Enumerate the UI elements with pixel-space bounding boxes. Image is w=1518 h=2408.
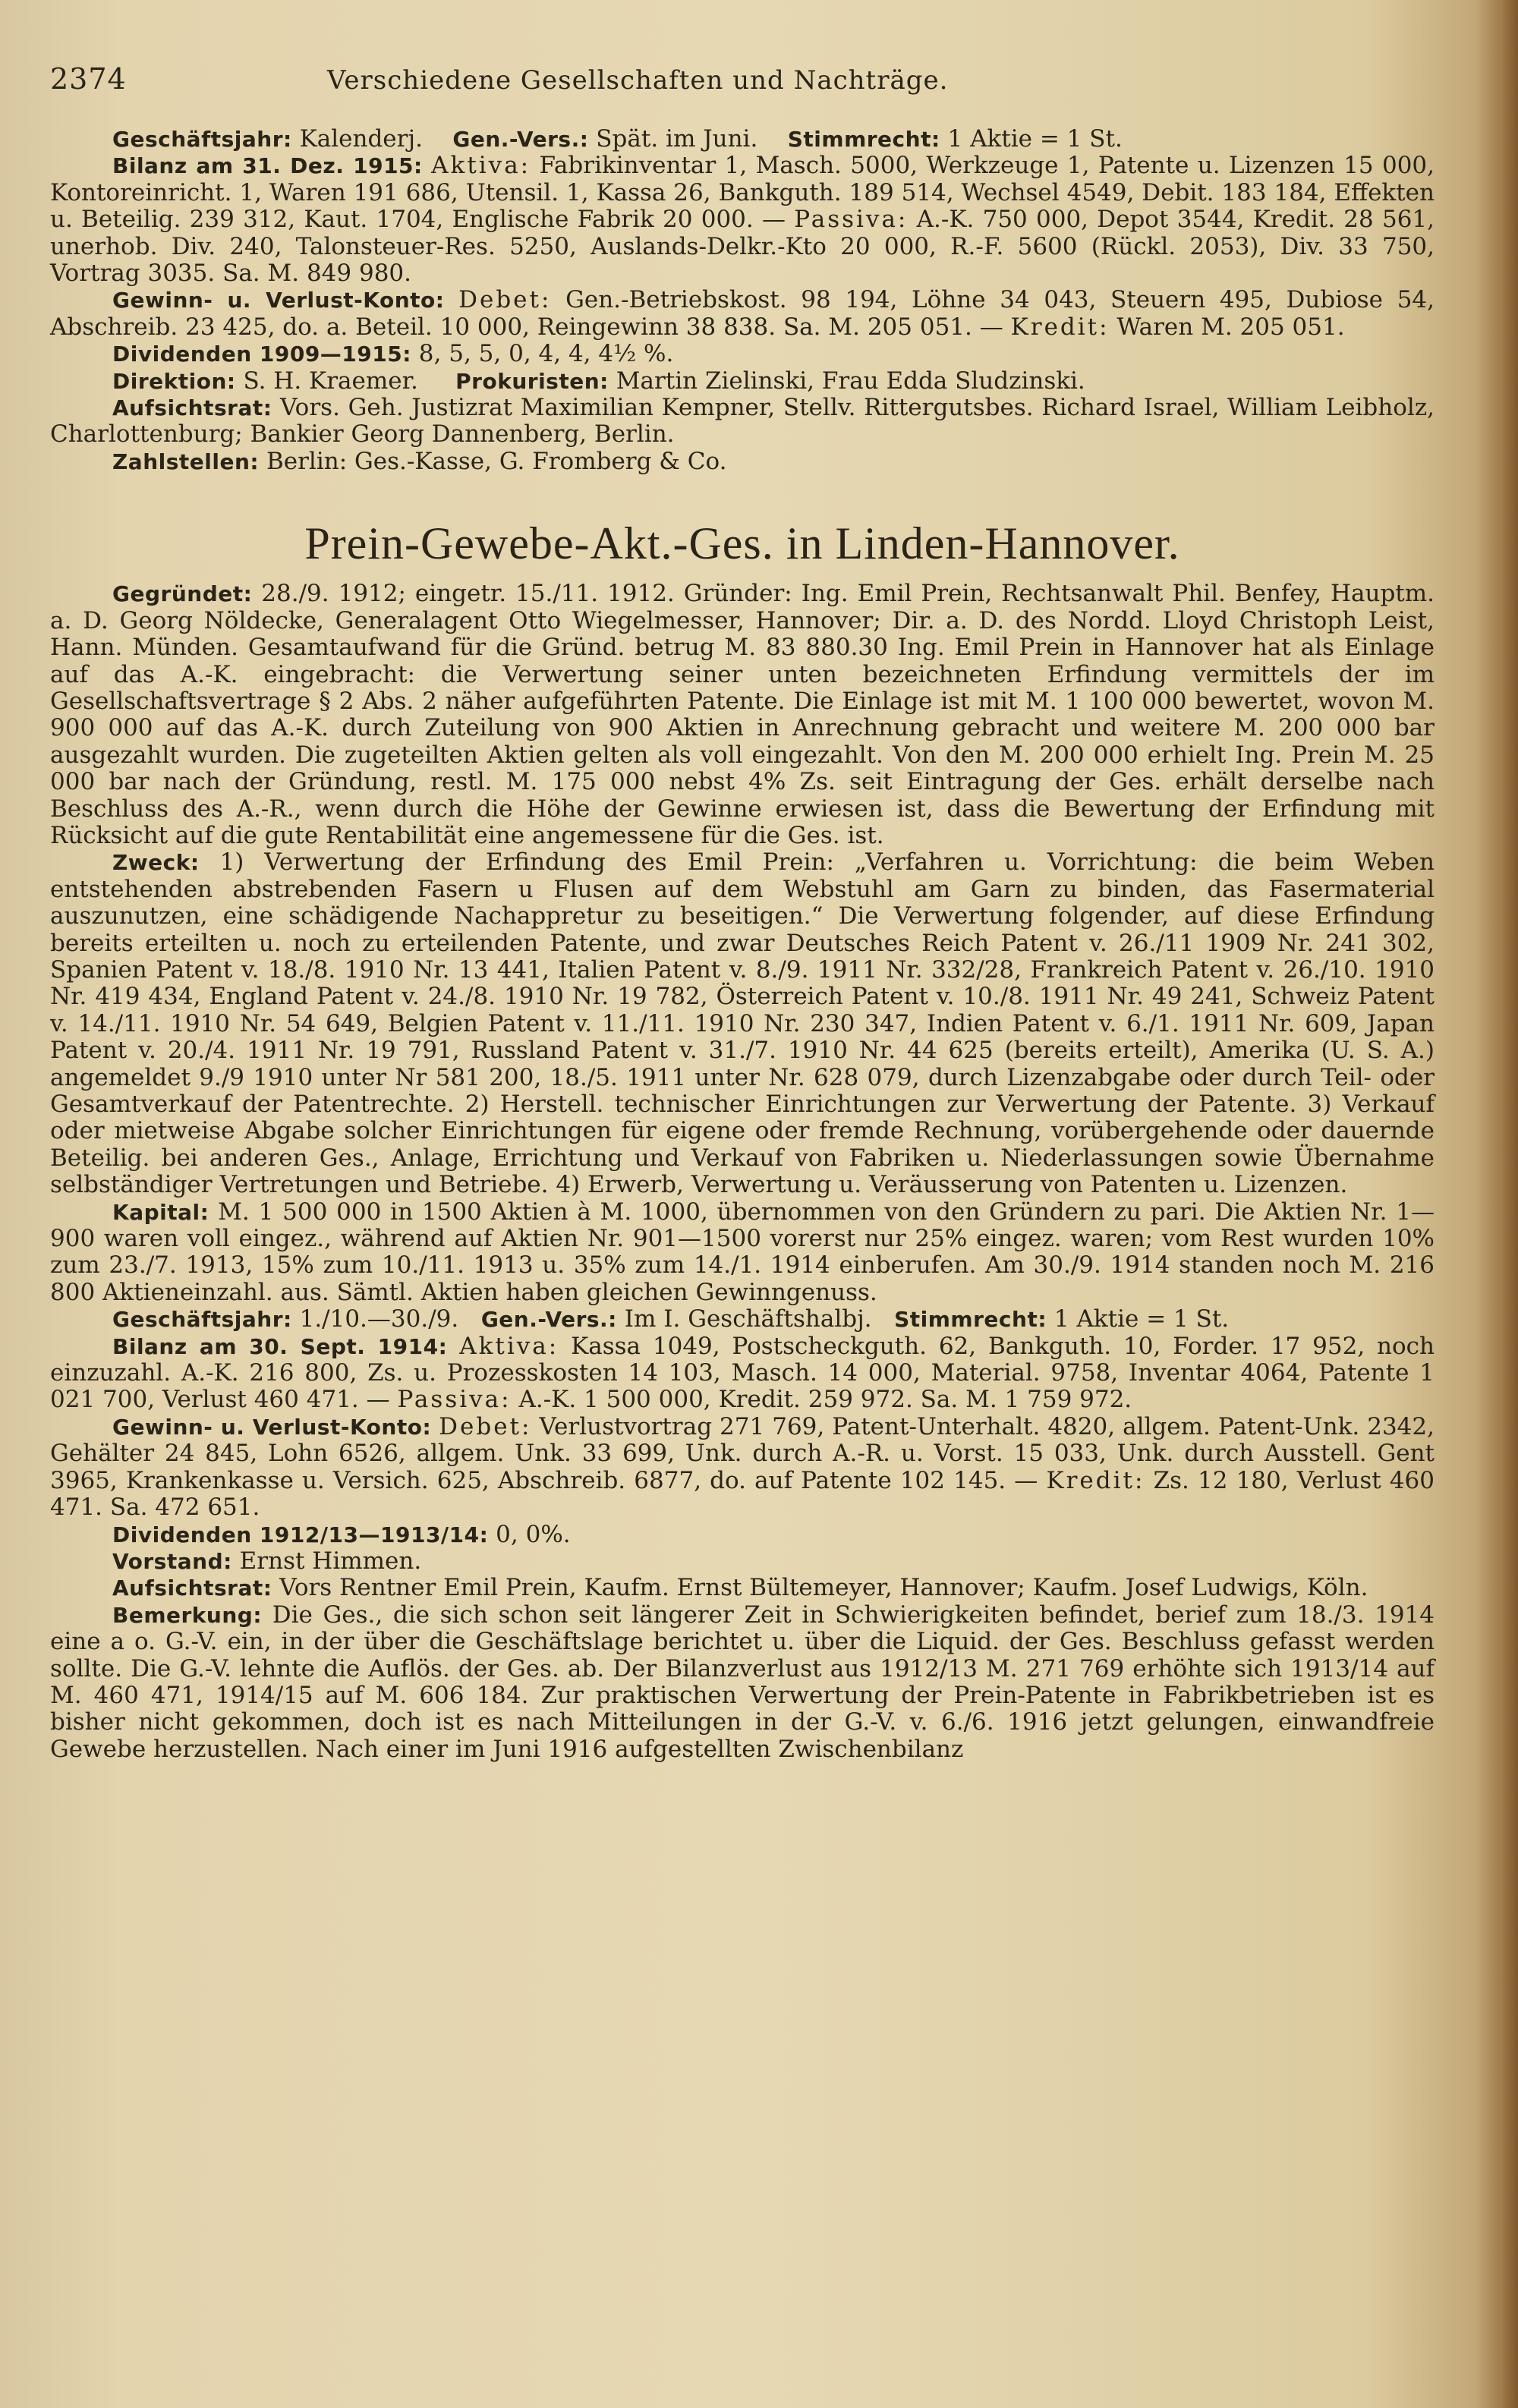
value: Fabrikinventar 1, Masch. 5000, Werkzeuge 1, Patente u. Lizenzen 15 000, Kontoreinricht. 1, Waren 191 686, Utensil. 1, Kassa 26, Bankguth. 189 514, Wechsel 4549, Debit. 183 184, Effekten u. Beteilig. 239 312, Kaut. 1704, Englische Fabrik 20 000. —: [50, 152, 1435, 234]
gegruendet: [50, 581, 1435, 849]
vorstand: [50, 1548, 1435, 1575]
label: Bemerkung:: [112, 1602, 263, 1628]
geschaeftsjahr-line: [50, 1306, 1435, 1333]
label: Debet:: [439, 1412, 532, 1440]
label: Aktiva:: [459, 1332, 559, 1360]
value: Zs. 12 180, Verlust 460 471. Sa. 472 651.: [50, 1466, 1435, 1522]
label: Gen.-Vers.:: [480, 1307, 617, 1333]
gewinn-verlust: [50, 1414, 1435, 1522]
value: 0, 0%.: [496, 1520, 571, 1548]
dividenden: [50, 1522, 1435, 1548]
label: Passiva:: [794, 206, 909, 234]
prev-gewinn-verlust: [50, 287, 1435, 341]
label: Stimmrecht:: [787, 127, 940, 152]
zweck: [50, 849, 1435, 1198]
company-entry: [50, 581, 1435, 1763]
aufsichtsrat: [50, 1575, 1435, 1601]
value: Waren M. 205 051.: [1116, 313, 1345, 341]
label: Kredit:: [1046, 1466, 1145, 1494]
value: Martin Zielinski, Frau Edda Sludzinski.: [616, 367, 1085, 395]
label: Gegründet:: [112, 581, 253, 607]
value: M. 1 500 000 in 1500 Aktien à M. 1000, übernommen von den Gründern zu pari. Die Aktien Nr. 1—900 waren voll eingez., während auf Aktien Nr. 901—1500 vorerst nur 25% eingez. waren; vom Rest wurden 10% zum 23./7. 1913, 15% zum 10./11. 1913 u. 35% zum 14./1. 1914 einberufen. Am 30./9. 1914 standen noch M. 216 800 Aktieneinzahl. aus. Sämtl. Aktien haben gleichen Gewinngenuss.: [50, 1198, 1435, 1306]
label: Prokuristen:: [455, 368, 609, 394]
label: Bilanz am 31. Dez. 1915:: [112, 153, 423, 179]
value: Kalenderj.: [299, 125, 423, 153]
value: 1./10.—30./9.: [299, 1305, 459, 1333]
value: 1 Aktie = 1 St.: [1053, 1305, 1230, 1333]
label: Aufsichtsrat:: [112, 1575, 272, 1601]
prev-direktion: [50, 368, 1435, 395]
value: Kassa 1049, Postscheckguth. 62, Bankguth. 10, Forder. 17 952, noch einzuzahl. A.-K. 216 800, Zs. u. Prozesskosten 14 103, Masch. 14 000, Material. 9758, Inventar 4064, Patente 1 021 700, Verlust 460 471. —: [50, 1332, 1435, 1414]
value: A.-K. 750 000, Depot 3544, Kredit. 28 561, unerhob. Div. 240, Talonsteuer-Res. 5250, Auslands-Delkr.-Kto 20 000, R.-F. 5600 (Rückl. 2053), Div. 33 750, Vortrag 3035. Sa. M. 849 980.: [50, 206, 1435, 288]
value: Die Ges., die sich schon seit längerer Zeit in Schwierigkeiten befindet, berief zum 18./3. 1914 eine a o. G.-V. ein, in der über die Geschäftslage berichtet u. über die Liquid. der Ges. Beschluss gefasst werden sollte. Die G.-V. lehnte die Auflös. der Ges. ab. Der Bilanzverlust aus 1912/13 M. 271 769 erhöhte sich 1913/14 auf M. 460 471, 1914/15 auf M. 606 184. Zur praktischen Verwertung der Prein-Patente in Fabrikbetrieben ist es bisher nicht gekommen, doch ist es nach Mitteilungen in der G.-V. v. 6./6. 1916 jetzt gelungen, einwandfreie Gewebe herzustellen. Nach einer im Juni 1916 aufgestellten Zwischenbilanz: [50, 1601, 1435, 1763]
value: Gen.-Betriebskost. 98 194, Löhne 34 043, Steuern 495, Dubiose 54, Abschreib. 23 425, do. a. Beteil. 10 000, Reingewinn 38 838. Sa. M. 205 051. —: [50, 286, 1435, 341]
label: Dividenden 1912/13—1913/14:: [112, 1522, 489, 1547]
prev-geschaeftsjahr-line: [50, 126, 1435, 153]
label: Geschäftsjahr:: [112, 127, 292, 152]
prev-zahlstellen: [50, 449, 1435, 475]
label: Dividenden 1909—1915:: [112, 342, 411, 367]
prev-dividenden: [50, 341, 1435, 367]
page-number: 2374: [50, 62, 127, 96]
value: Berlin: Ges.-Kasse, G. Fromberg & Co.: [266, 447, 727, 475]
label: Kredit:: [1010, 313, 1110, 341]
value: Vors Rentner Emil Prein, Kaufm. Ernst Bültemeyer, Hannover; Kaufm. Josef Ludwigs, Köln.: [279, 1574, 1368, 1602]
label: Kapital:: [112, 1199, 209, 1225]
previous-company-entry: [50, 126, 1435, 475]
prev-aufsichtsrat: [50, 395, 1435, 449]
label: Geschäftsjahr:: [112, 1307, 292, 1333]
company-title: Prein-Gewebe-Akt.-Ges. in Linden-Hannover.: [304, 518, 1180, 569]
prev-bilanz: [50, 153, 1435, 287]
label: Direktion:: [112, 368, 236, 394]
kapital: [50, 1199, 1435, 1307]
label: Debet:: [458, 286, 552, 314]
label: Aktiva:: [431, 152, 531, 180]
label: Bilanz am 30. Sept. 1914:: [112, 1333, 448, 1359]
value: A.-K. 1 500 000, Kredit. 259 972. Sa. M. 1 759 972.: [518, 1386, 1132, 1414]
value: 1) Verwertung der Erfindung des Emil Prein: „Verfahren u. Vorrichtung: die beim Weben entstehenden abstrebenden Fasern u Flusen auf dem Webstuhl am Garn zu binden, das Fasermaterial auszunutzen, eine schädigende Nachappretur zu beseitigen.“ Die Verwertung folgender, auf diese Erfindung bereits erteilten u. noch zu erteilenden Patente, und zwar Deutsches Reich Patent v. 26./11 1909 Nr. 241 302, Spanien Patent v. 18./8. 1910 Nr. 13 441, Italien Patent v. 8./9. 1911 Nr. 332/28, Frankreich Patent v. 26./10. 1910 Nr. 419 434, England Patent v. 24./8. 1910 Nr. 19 782, Österreich Patent v. 10./8. 1911 Nr. 49 241, Schweiz Patent v. 14./11. 1910 Nr. 54 649, Belgien Patent v. 11./11. 1910 Nr. 230 347, Indien Patent v. 6./1. 1911 Nr. 609, Japan Patent v. 20./4. 1911 Nr. 19 791, Russland Patent v. 31./7. 1910 Nr. 44 625 (bereits erteilt), Amerika (U. S. A.) angemeldet 9./9 1910 unter Nr 581 200, 18./5. 1911 unter Nr. 628 079, durch Lizenzabgabe oder durch Teil- oder Gesamtverkauf der Patentrechte. 2) Herstell. technischer Einrichtungen zur Verwertung der Patente. 3) Verkauf oder mietweise Abgabe solcher Einrichtungen für eigene oder fremde Rechnung, vorübergehende oder dauernde Beteilig. bei anderen Ges., Anlage, Errichtung und Verkauf von Fabriken u. Niederlassungen sowie Übernahme selbständiger Vertretungen und Betriebe. 4) Erwerb, Verwertung u. Veräusserung von Patenten u. Lizenzen.: [50, 848, 1435, 1199]
label: Gen.-Vers.:: [452, 127, 589, 152]
value: 28./9. 1912; eingetr. 15./11. 1912. Gründer: Ing. Emil Prein, Rechtsanwalt Phil. Benfey, Hauptm. a. D. Georg Nöldecke, Generalagent Otto Wiegelmesser, Hannover; Dir. a. D. des Nordd. Lloyd Christoph Leist, Hann. Münden. Gesamtaufwand für die Gründ. betrug M. 83 880.30 Ing. Emil Prein in Hannover hat als Einlage auf das A.-K. eingebracht: die Verwertung seiner unten bezeichneten Erfindung vermittels der im Gesellschaftsvertrage § 2 Abs. 2 näher aufgeführten Patente. Die Einlage ist mit M. 1 100 000 bewertet, wovon M. 900 000 auf das A.-K. durch Zuteilung von 900 Aktien in Anrechnung gebracht und weitere M. 200 000 bar ausgezahlt wurden. Die zugeteilten Aktien gelten als voll eingezahlt. Von den M. 200 000 erhielt Ing. Prein M. 25 000 bar nach der Gründung, restl. M. 175 000 nebst 4% Zs. seit Eintragung der Ges. erhält derselbe nach Beschluss des A.-R., wenn durch die Höhe der Gewinne erwiesen ist, dass die Bewertung der Erfindung mit Rücksicht auf die gute Rentabilität eine angemessene für die Ges. ist.: [50, 580, 1435, 849]
value: Vors. Geh. Justizrat Maximilian Kempner, Stellv. Rittergutsbes. Richard Israel, William Leibholz, Charlottenburg; Bankier Georg Dannenberg, Berlin.: [50, 394, 1435, 449]
label: Zahlstellen:: [112, 449, 260, 474]
bilanz: [50, 1333, 1435, 1414]
label: Stimmrecht:: [894, 1307, 1047, 1333]
value: Spät. im Juni.: [596, 125, 758, 153]
label: Zweck:: [112, 850, 200, 876]
value: Im I. Geschäftshalbj.: [624, 1305, 872, 1333]
value: Verlustvortrag 271 769, Patent-Unterhalt. 4820, allgem. Patent-Unk. 2342, Gehälter 24 845, Lohn 6526, allgem. Unk. 33 699, Unk. durch A.-R. u. Vorst. 15 033, Unk. durch Ausstell. Gent 3965, Krankenkasse u. Versich. 625, Abschreib. 6877, do. auf Patente 102 145. —: [50, 1412, 1435, 1494]
label: Gewinn- u. Verlust-Konto:: [112, 1414, 432, 1440]
running-title: Verschiedene Gesellschaften und Nachträge.: [327, 65, 949, 96]
label: Aufsichtsrat:: [112, 395, 272, 421]
value: Ernst Himmen.: [239, 1547, 422, 1575]
page-edge-shadow: [1475, 0, 1518, 2408]
value: 1 Aktie = 1 St.: [947, 125, 1123, 153]
bemerkung: [50, 1602, 1435, 1763]
label: Vorstand:: [112, 1548, 232, 1574]
page-header: [50, 62, 1435, 115]
label: Gewinn- u. Verlust-Konto:: [112, 288, 445, 313]
value: 8, 5, 5, 0, 4, 4, 4½ %.: [418, 340, 674, 368]
value: S. H. Kraemer.: [243, 367, 418, 395]
label: Passiva:: [397, 1386, 512, 1414]
